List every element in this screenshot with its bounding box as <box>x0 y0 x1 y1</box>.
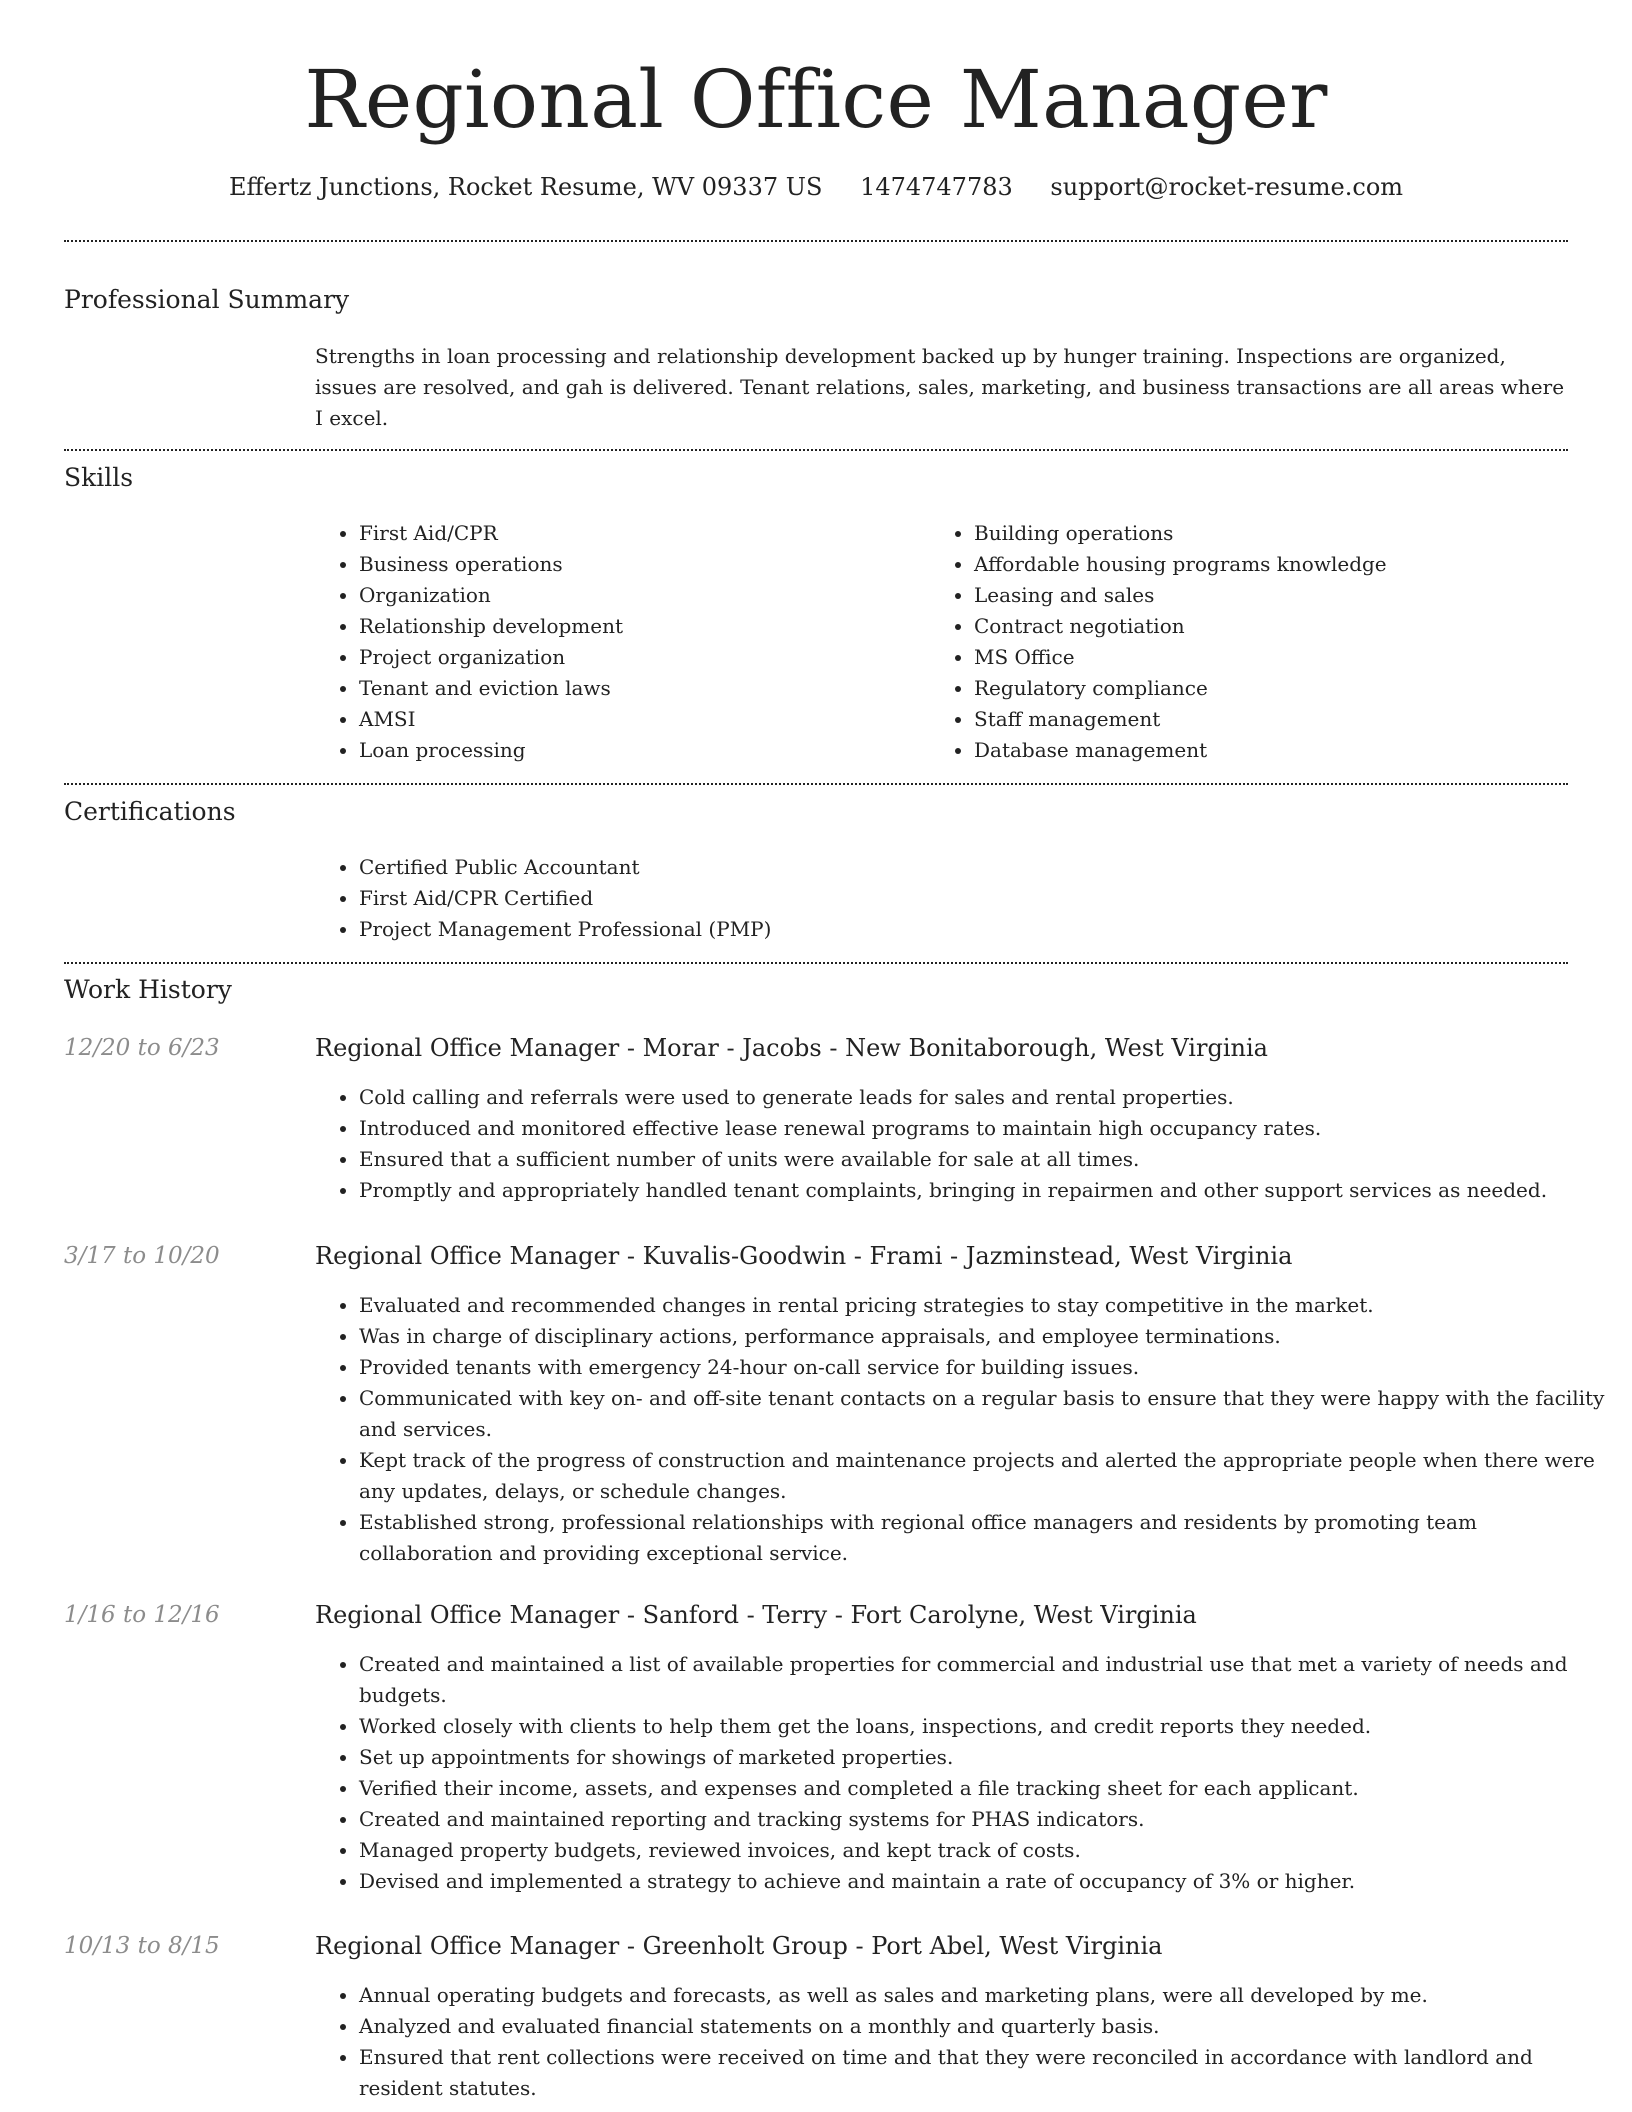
work-history-heading: Work History <box>64 975 232 1004</box>
skill-item: • Building operations <box>974 518 1612 549</box>
job-bullet: • Verified their income, assets, and expenses and completed a file tracking sheet for each applicant. <box>359 1773 1612 1804</box>
job-bullet: • Analyzed and evaluated financial statements on a monthly and quarterly basis. <box>359 2011 1612 2042</box>
job-bullet: • Devised and implemented a strategy to achieve and maintain a rate of occupancy of 3% or higher. <box>359 1866 1612 1897</box>
skill-item: • MS Office <box>974 642 1612 673</box>
contact-phone: 1474747783 <box>860 173 1013 201</box>
job-bullet: • Evaluated and recommended changes in rental pricing strategies to stay competitive in the market. <box>359 1290 1612 1321</box>
job-bullet: • Created and maintained reporting and tracking systems for PHAS indicators. <box>359 1804 1612 1835</box>
certification-item: • First Aid/CPR Certified <box>359 883 1612 914</box>
job-bullet: • Set up appointments for showings of marketed properties. <box>359 1742 1612 1773</box>
job-bullet: • Kept track of the progress of construction and maintenance projects and alerted the appropriate people when there were any updates, delays, or schedule changes. <box>359 1445 1612 1507</box>
job-bullet: • Was in charge of disciplinary actions, performance appraisals, and employee terminations. <box>359 1321 1612 1352</box>
job-bullet: • Provided tenants with emergency 24-hour on-call service for building issues. <box>359 1352 1612 1383</box>
section-divider <box>64 962 1568 964</box>
job-bullet: • Ensured that a sufficient number of units were available for sale at all times. <box>359 1144 1612 1175</box>
job-bullet: • Annual operating budgets and forecasts, as well as sales and marketing plans, were all developed by me. <box>359 1980 1612 2011</box>
skill-item: • Affordable housing programs knowledge <box>974 549 1612 580</box>
skill-item: • Business operations <box>359 549 929 580</box>
certification-item: • Project Management Professional (PMP) <box>359 914 1612 945</box>
skill-item: • Tenant and eviction laws <box>359 673 929 704</box>
summary-text: Strengths in loan processing and relationship development backed up by hunger training. Inspections are organized, issues are resolved, and gah is delivered. Tenant relations, sales, marketing, and business transactions are all areas where I excel. <box>315 344 1565 430</box>
job-bullets <box>315 1290 1612 1569</box>
job-bullet: • Introduced and monitored effective lease renewal programs to maintain high occupancy rates. <box>359 1113 1612 1144</box>
job-dates: 10/13 to 8/15 <box>64 1933 220 1959</box>
job-dates: 3/17 to 10/20 <box>64 1243 220 1269</box>
contact-address: Effertz Junctions, Rocket Resume, WV 09337 US <box>228 173 823 201</box>
job-dates: 1/16 to 12/16 <box>64 1602 220 1628</box>
contact-email[interactable]: support@rocket-resume.com <box>1050 173 1404 201</box>
job-bullets <box>315 1649 1612 1897</box>
skill-item: • Organization <box>359 580 929 611</box>
skill-item: • Relationship development <box>359 611 929 642</box>
skill-item: • AMSI <box>359 704 929 735</box>
job-title: Regional Office Manager - Greenholt Group - Port Abel, West Virginia <box>315 1932 1163 1960</box>
job-bullets <box>315 1082 1612 1206</box>
skill-item: • Database management <box>974 735 1612 766</box>
skill-item: • Loan processing <box>359 735 929 766</box>
contact-line <box>0 170 1632 204</box>
skill-item: • Contract negotiation <box>974 611 1612 642</box>
skill-item: • Project organization <box>359 642 929 673</box>
job-title: Regional Office Manager - Kuvalis-Goodwin - Frami - Jazminstead, West Virginia <box>315 1242 1293 1270</box>
skills-list-right <box>930 518 1612 766</box>
job-title: Regional Office Manager - Sanford - Terry - Fort Carolyne, West Virginia <box>315 1601 1197 1629</box>
job-bullet: • Established strong, professional relationships with regional office managers and residents by promoting team collaboration and providing exceptional service. <box>359 1507 1612 1569</box>
job-bullet: • Cold calling and referrals were used to generate leads for sales and rental properties. <box>359 1082 1612 1113</box>
skills-list-left <box>315 518 929 766</box>
certification-item: • Certified Public Accountant <box>359 852 1612 883</box>
certifications-heading: Certifications <box>64 797 236 826</box>
resume-title: Regional Office Manager <box>304 53 1328 146</box>
job-bullets <box>315 1980 1612 2104</box>
summary-heading: Professional Summary <box>64 285 350 314</box>
section-divider <box>64 449 1568 451</box>
job-bullet: • Promptly and appropriately handled tenant complaints, bringing in repairmen and other support services as needed. <box>359 1175 1612 1206</box>
skill-item: • Leasing and sales <box>974 580 1612 611</box>
skill-item: • Staff management <box>974 704 1612 735</box>
skill-item: • Regulatory compliance <box>974 673 1612 704</box>
job-bullet: • Communicated with key on- and off-site tenant contacts on a regular basis to ensure that they were happy with the facility and services. <box>359 1383 1612 1445</box>
skill-item: • First Aid/CPR <box>359 518 929 549</box>
job-dates: 12/20 to 6/23 <box>64 1035 220 1061</box>
skills-heading: Skills <box>64 463 134 492</box>
job-bullet: • Managed property budgets, reviewed invoices, and kept track of costs. <box>359 1835 1612 1866</box>
certifications-list <box>315 852 1612 945</box>
section-divider <box>64 783 1568 785</box>
job-bullet: • Ensured that rent collections were received on time and that they were reconciled in accordance with landlord and resident statutes. <box>359 2042 1612 2104</box>
job-title: Regional Office Manager - Morar - Jacobs - New Bonitaborough, West Virginia <box>315 1034 1268 1062</box>
section-divider <box>64 240 1568 242</box>
job-bullet: • Worked closely with clients to help them get the loans, inspections, and credit reports they needed. <box>359 1711 1612 1742</box>
job-bullet: • Created and maintained a list of available properties for commercial and industrial use that met a variety of needs and budgets. <box>359 1649 1612 1711</box>
